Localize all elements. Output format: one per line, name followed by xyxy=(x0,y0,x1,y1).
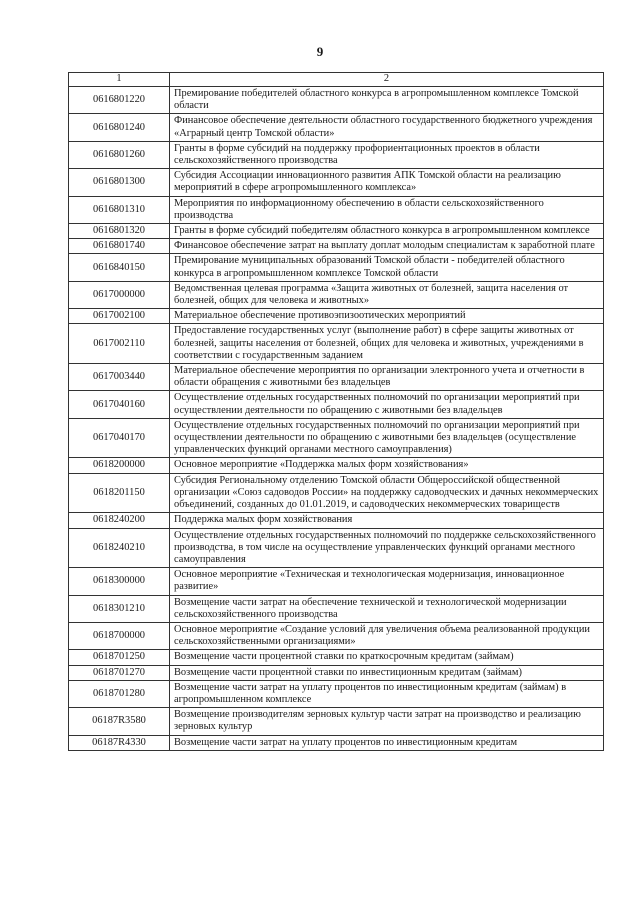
table-row xyxy=(69,196,604,223)
table-row xyxy=(69,281,604,308)
item-description: Возмещение части процентной ставки по краткосрочным кредитам (займам) xyxy=(170,650,604,665)
classification-code: 0616840150 xyxy=(69,254,170,281)
item-description: Возмещение части затрат на уплату процентов по инвестиционным кредитам xyxy=(170,735,604,750)
table-row xyxy=(69,391,604,418)
table-row xyxy=(69,418,604,458)
classification-code: 0617003440 xyxy=(69,364,170,391)
classification-code: 0617002100 xyxy=(69,309,170,324)
table-row xyxy=(69,622,604,649)
item-description: Субсидия Ассоциации инновационного развития АПК Томской области на реализацию мероприятий в сфере агропромышленного комплекса» xyxy=(170,169,604,196)
table-row xyxy=(69,735,604,750)
table-row xyxy=(69,568,604,595)
item-description: Финансовое обеспечение деятельности областного государственного бюджетного учреждения «Аграрный центр Томской области» xyxy=(170,114,604,141)
item-description: Основное мероприятие «Создание условий для увеличения объема реализованной продукции сельскохозяйственными организациями» xyxy=(170,622,604,649)
item-description: Мероприятия по информационному обеспечению в области сельскохозяйственного производства xyxy=(170,196,604,223)
item-description: Поддержка малых форм хозяйствования xyxy=(170,513,604,528)
table-row xyxy=(69,87,604,114)
item-description: Премирование победителей областного конкурса в агропромышленном комплексе Томской области xyxy=(170,87,604,114)
item-description: Предоставление государственных услуг (выполнение работ) в сфере защиты животных от болезней, защиты населения от болезней, общих для человека и животных, учреждениями в соответствии с государственным заданием xyxy=(170,324,604,364)
classification-code: 0618701270 xyxy=(69,665,170,680)
table-row xyxy=(69,141,604,168)
table-row xyxy=(69,473,604,513)
table-row xyxy=(69,224,604,239)
table-row xyxy=(69,528,604,568)
classification-code: 0616801240 xyxy=(69,114,170,141)
table-row xyxy=(69,513,604,528)
classification-code: 0616801260 xyxy=(69,141,170,168)
item-description: Возмещение части затрат на обеспечение технической и технологической модернизации сельскохозяйственного производства xyxy=(170,595,604,622)
item-description: Гранты в форме субсидий на поддержку профориентационных проектов в области сельскохозяйственного производства xyxy=(170,141,604,168)
classification-code: 0618200000 xyxy=(69,458,170,473)
item-description: Материальное обеспечение мероприятия по организации электронного учета и отчетности в области обращения с животными без владельцев xyxy=(170,364,604,391)
table-row xyxy=(69,364,604,391)
classification-code: 0618701250 xyxy=(69,650,170,665)
table-row xyxy=(69,680,604,707)
table-header-row xyxy=(69,73,604,87)
item-description: Возмещение части процентной ставки по инвестиционным кредитам (займам) xyxy=(170,665,604,680)
classification-code: 0618201150 xyxy=(69,473,170,513)
classification-code: 0617040170 xyxy=(69,418,170,458)
table-row xyxy=(69,114,604,141)
classification-code: 06187R3580 xyxy=(69,708,170,735)
item-description: Премирование муниципальных образований Томской области - победителей областного конкурса в агропромышленном комплексе Томской области xyxy=(170,254,604,281)
item-description: Гранты в форме субсидий победителям областного конкурса в агропромышленном комплексе xyxy=(170,224,604,239)
item-description: Осуществление отдельных государственных полномочий по организации мероприятий при осуществлении деятельности по обращению с животными без владельцев (осуществление управленческих функций органами местного самоуправления) xyxy=(170,418,604,458)
classification-code: 0618240210 xyxy=(69,528,170,568)
classification-code: 0618300000 xyxy=(69,568,170,595)
classification-code: 0616801740 xyxy=(69,239,170,254)
item-description: Материальное обеспечение противоэпизоотических мероприятий xyxy=(170,309,604,324)
classification-code: 0618701280 xyxy=(69,680,170,707)
item-description: Основное мероприятие «Техническая и технологическая модернизация, инновационное развитие» xyxy=(170,568,604,595)
item-description: Осуществление отдельных государственных полномочий по поддержке сельскохозяйственного производства, в том числе на осуществление управленческих функций органами местного самоуправления xyxy=(170,528,604,568)
classification-code: 0616801310 xyxy=(69,196,170,223)
classification-code: 0616801220 xyxy=(69,87,170,114)
item-description: Субсидия Региональному отделению Томской области Общероссийской общественной организации «Союз садоводов России» на поддержку садоводческих и дачных некоммерческих объединений, созданных до 01.01.2019, и садоводческих некоммерческих товариществ xyxy=(170,473,604,513)
classification-code: 0617040160 xyxy=(69,391,170,418)
item-description: Возмещение части затрат на уплату процентов по инвестиционным кредитам (займам) в агропромышленном комплексе xyxy=(170,680,604,707)
table-row xyxy=(69,254,604,281)
item-description: Осуществление отдельных государственных полномочий по организации мероприятий при осуществлении деятельности по обращению с животными без владельцев xyxy=(170,391,604,418)
classification-code: 0618700000 xyxy=(69,622,170,649)
table-row xyxy=(69,458,604,473)
table-row xyxy=(69,239,604,254)
table-body xyxy=(69,73,604,751)
page-number: 9 xyxy=(316,44,324,59)
table-row xyxy=(69,650,604,665)
classification-code: 06187R4330 xyxy=(69,735,170,750)
table-row xyxy=(69,595,604,622)
item-description: Ведомственная целевая программа «Защита животных от болезней, защита населения от болезней, общих для человека и животных» xyxy=(170,281,604,308)
item-description: Возмещение производителям зерновых культур части затрат на производство и реализацию зерновых культур xyxy=(170,708,604,735)
classification-code: 0618301210 xyxy=(69,595,170,622)
column-header-1: 1 xyxy=(69,73,170,87)
item-description: Основное мероприятие «Поддержка малых форм хозяйствования» xyxy=(170,458,604,473)
table-row xyxy=(69,665,604,680)
table-row xyxy=(69,169,604,196)
classification-code: 0616801300 xyxy=(69,169,170,196)
classification-code: 0618240200 xyxy=(69,513,170,528)
classification-code: 0617002110 xyxy=(69,324,170,364)
table-row xyxy=(69,309,604,324)
column-header-2: 2 xyxy=(170,73,604,87)
table-row xyxy=(69,708,604,735)
budget-code-table xyxy=(68,72,604,751)
item-description: Финансовое обеспечение затрат на выплату доплат молодым специалистам к заработной плате xyxy=(170,239,604,254)
classification-code: 0616801320 xyxy=(69,224,170,239)
table-row xyxy=(69,324,604,364)
classification-code: 0617000000 xyxy=(69,281,170,308)
